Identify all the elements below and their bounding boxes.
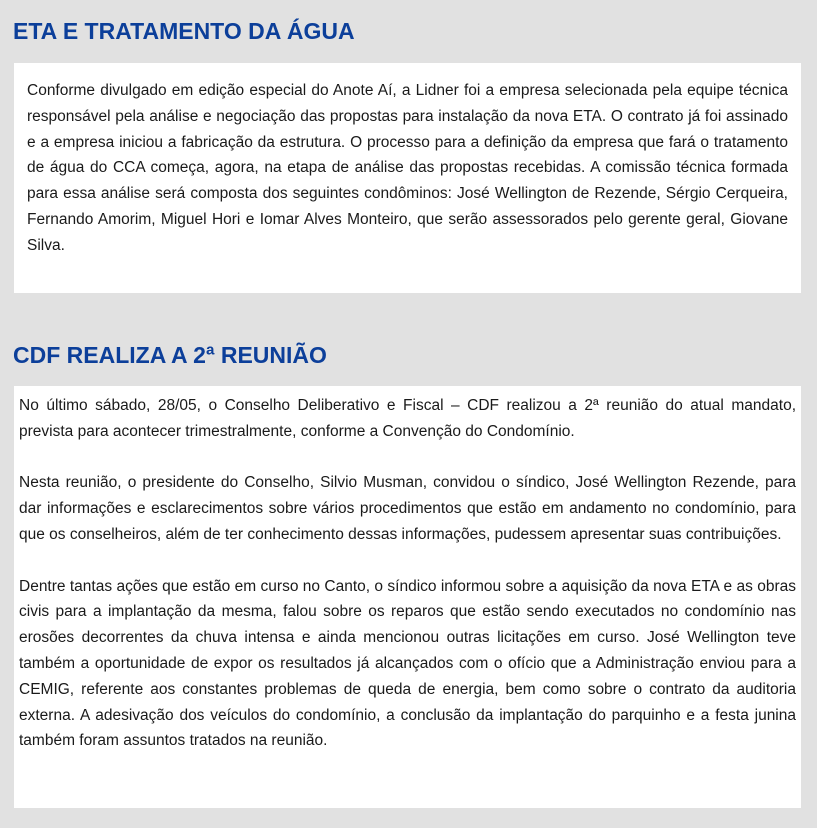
section-title-cdf: CDF REALIZA A 2ª REUNIÃO [13,342,327,368]
article-box-eta [14,63,801,293]
section-title-eta: ETA E TRATAMENTO DA ÁGUA [13,18,355,44]
article-paragraph: No último sábado, 28/05, o Conselho Deliberativo e Fiscal – CDF realizou a 2ª reunião do atual mandato, prevista para acontecer trimestralmente, conforme a Convenção do Condomínio. [19,397,796,440]
article-paragraph: Dentre tantas ações que estão em curso no Canto, o síndico informou sobre a aquisição da nova ETA e as obras civis para a implantação da mesma, falou sobre os reparos que estão sendo executados no condomínio nas erosões decorrentes da chuva intensa e ainda mencionou outras licitações em curso. José Wellington teve também a oportunidade de expor os resultados já alcançados com o ofício que a Administração enviou para a CEMIG, referente aos constantes problemas de queda de energia, bem como sobre o contrato da auditoria externa. A adesivação dos veículos do condomínio, a conclusão da implantação do parquinho e a festa junina também foram assuntos tratados na reunião. [19,577,796,750]
article-paragraph: Nesta reunião, o presidente do Conselho, Silvio Musman, convidou o síndico, José Wellington Rezende, para dar informações e esclarecimentos sobre vários procedimentos que estão em andamento no condomínio, para que os conselheiros, além de ter conhecimento dessas informações, pudessem apresentar suas contribuições. [19,474,796,543]
article-box-cdf [14,386,801,808]
article-paragraph: Conforme divulgado em edição especial do Anote Aí, a Lidner foi a empresa selecionada pela equipe técnica responsável pela análise e negociação das propostas para instalação da nova ETA. O contrato já foi assinado e a empresa iniciou a fabricação da estrutura. O processo para a definição da empresa que fará o tratamento de água do CCA começa, agora, na etapa de análise das propostas recebidas. A comissão técnica formada para essa análise será composta dos seguintes condôminos: José Wellington de Rezende, Sérgio Cerqueira, Fernando Amorim, Miguel Hori e Iomar Alves Monteiro, que serão assessorados pelo gerente geral, Giovane Silva. [27,82,788,254]
